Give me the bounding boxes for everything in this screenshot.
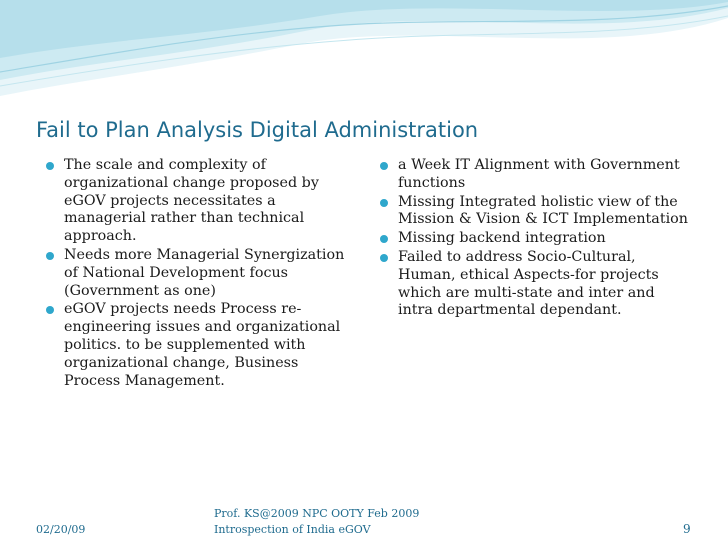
bullet-icon <box>380 235 388 243</box>
footer-date: 02/20/09 <box>36 523 86 536</box>
bullet-icon <box>380 254 388 262</box>
footer-credit-line-2: Introspection of India eGOV <box>214 523 371 536</box>
bullet-text: The scale and complexity of organizational change proposed by eGOV projects necessitates a managerial rather than technical approach. <box>64 157 319 245</box>
list-item <box>378 194 688 230</box>
footer-credit-line-1: Prof. KS@2009 NPC OOTY Feb 2009 <box>214 507 420 520</box>
list-item <box>44 157 354 246</box>
bullet-text: eGOV projects needs Process re-engineering issues and organizational politics. to be supplemented with organizational change, Business Process Management. <box>64 301 341 389</box>
list-item <box>44 247 354 300</box>
slide-title: Fail to Plan Analysis Digital Administration <box>36 118 479 142</box>
bullet-text: Failed to address Socio-Cultural, Human, ethical Aspects-for projects which are multi-state and inter and intra departmental dependant. <box>398 248 659 319</box>
bullet-icon <box>46 306 54 314</box>
bullet-text: Missing Integrated holistic view of the Mission & Vision & ICT Implementation <box>398 193 688 228</box>
list-item <box>378 230 688 248</box>
page-number: 9 <box>683 522 691 536</box>
header-wave-decoration <box>0 0 728 100</box>
list-item <box>378 249 688 320</box>
bullet-text: a Week IT Alignment with Government functions <box>398 157 680 191</box>
right-bullet-list <box>378 157 688 321</box>
bullet-text: Needs more Managerial Synergization of National Development focus (Government as one) <box>64 246 345 299</box>
list-item <box>44 301 354 390</box>
left-bullet-list <box>44 157 354 391</box>
bullet-icon <box>380 199 388 207</box>
footer-credit <box>214 506 419 538</box>
bullet-icon <box>46 252 54 260</box>
list-item <box>378 157 688 193</box>
bullet-icon <box>380 162 388 170</box>
bullet-icon <box>46 162 54 170</box>
bullet-text: Missing backend integration <box>398 230 606 247</box>
